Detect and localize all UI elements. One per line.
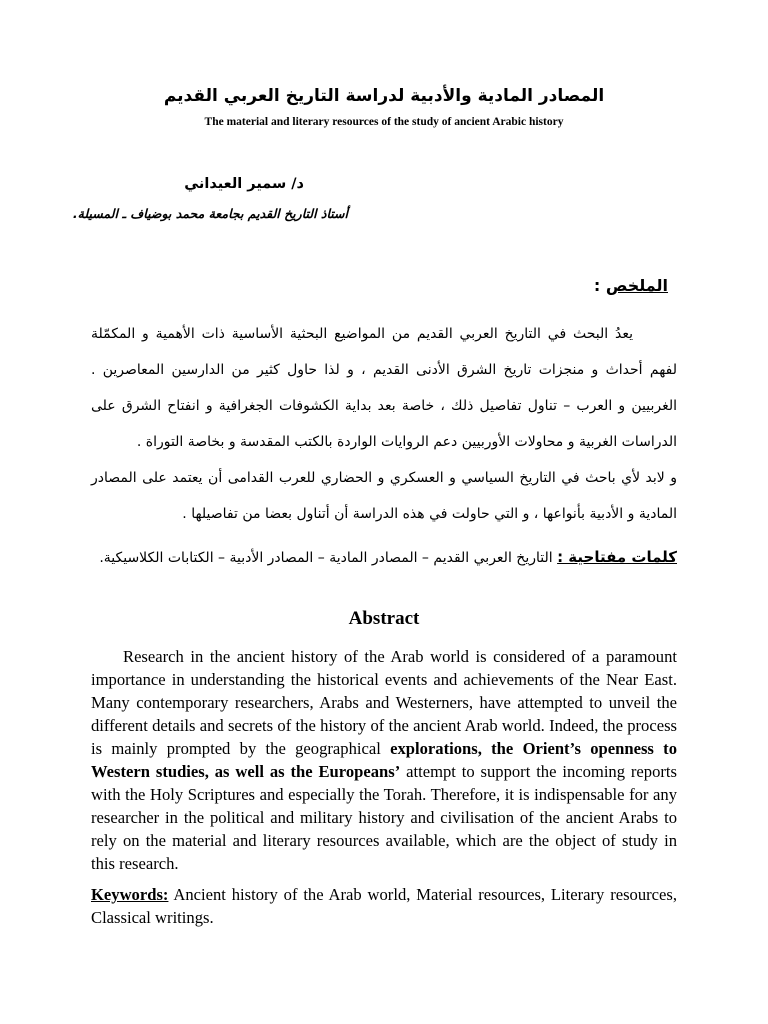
abstract-body xyxy=(91,645,677,875)
arabic-summary-heading-label: الملخص xyxy=(605,276,668,295)
english-title: The material and literary resources of the study of ancient Arabic history xyxy=(204,116,564,128)
abstract-heading: Abstract xyxy=(348,608,420,629)
arabic-summary-heading-colon: : xyxy=(593,276,606,295)
arabic-summary-paragraph-1: يعدُ البحث في التاريخ العربي القديم من المواضيع البحثية الأساسية ذات الأهمية و المكمّلة لفهم أحداث و منجزات تاريخ الشرق الأدنى القديم ، و لذا حاول كثير من الدارسين المعاصرين . الغربيين و العرب – تناول تفاصيل ذلك ، خاصة بعد بداية الكشوفات الجغرافية و انفتاح الشرق على الدراسات الغربية و محاولات الأوربيين دعم الروايات الواردة بالكتب المقدسة و بخاصة التوراة . xyxy=(91,326,677,450)
author-name: د/ سمير العيداني xyxy=(184,176,304,192)
abstract-text-bold: explorations, the Orient’s openness to Western studies, as well as the Europeans’ xyxy=(91,739,677,781)
arabic-summary-heading xyxy=(594,276,668,295)
abstract-text-part-1: Research in the ancient history of the Arab world is considered of a paramount importance in understanding the historical events and achievements of the Near East. Many contemporary researchers, Arabs and Westerners, have attempted to unveil the different details and secrets of the history of the ancient Arab world. Indeed, the process is mainly prompted by the geographical xyxy=(91,647,677,758)
english-keywords xyxy=(91,883,677,929)
arabic-summary-paragraph-2: و لابد لأي باحث في التاريخ السياسي و العسكري و الحضاري للعرب القدامى أن يعتمد على المصادر المادية و الأدبية بأنواعها ، و التي حاولت في هذه الدراسة أن أتناول بعضا من تفاصيلها . xyxy=(91,470,677,522)
english-keywords-text: Ancient history of the Arab world, Material resources, Literary resources, Classical writings. xyxy=(91,885,677,927)
english-keywords-label: Keywords: xyxy=(91,885,169,904)
arabic-keywords-label: كلمات مفتاحية : xyxy=(557,548,677,566)
abstract-text-part-2: attempt to support the incoming reports with the Holy Scriptures and especially the Torah. Therefore, it is indispensable for any researcher in the political and military history and civilisation of the ancient Arabs to rely on the material and literary resources available, which are the object of study in this research. xyxy=(91,762,677,873)
abstract-paragraph xyxy=(91,645,677,875)
arabic-keywords xyxy=(91,542,677,573)
arabic-keywords-text: التاريخ العربي القديم – المصادر المادية – المصادر الأدبية – الكتابات الكلاسيكية. xyxy=(99,550,558,566)
arabic-title: المصادر المادية والأدبية لدراسة التاريخ العربي القديم xyxy=(163,86,605,106)
author-affiliation: أستاذ التاريخ القديم بجامعة محمد بوضياف ـ المسيلة. xyxy=(72,206,348,221)
